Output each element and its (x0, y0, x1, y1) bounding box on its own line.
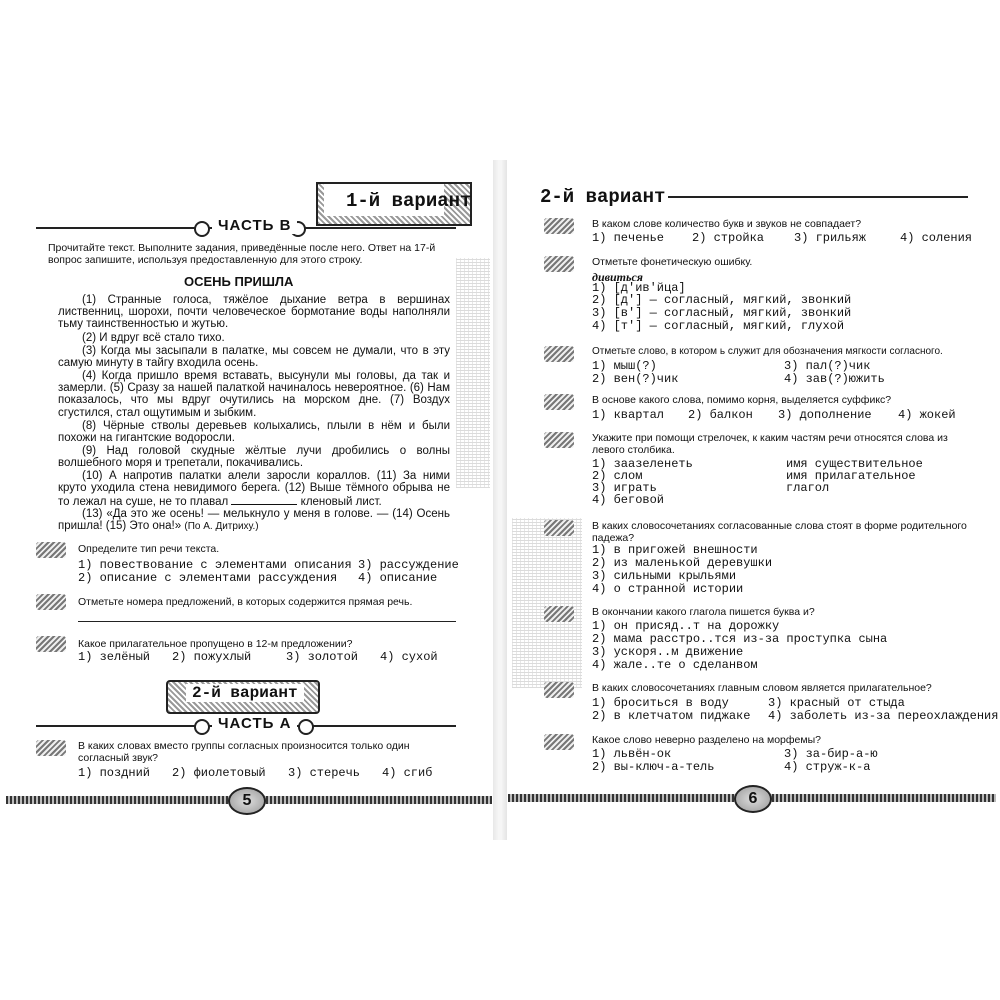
q7-option-3[interactable]: 3) сильными крыльями (592, 569, 737, 583)
part-b-label: ЧАСТЬ В (212, 217, 297, 234)
variant-2-title: 2-й вариант (186, 684, 304, 702)
question-9-text: В каких словосочетаниях главным словом является прилагательное? (592, 682, 932, 694)
q10-option-2[interactable]: 2) вы-ключ-а-тель (592, 760, 715, 774)
question-icon (544, 256, 574, 272)
paragraph-8-text: (13) «Да это же осень! — мелькнуло у меня в голове. — (14) Осень пришла! (15) Это она!» (58, 508, 450, 533)
q9-option-4[interactable]: 4) заболеть из-за переохлаждения (768, 709, 999, 723)
page-number: 5 (228, 787, 266, 815)
paragraph-4: (4) Когда пришло время вставать, высунули мы головы, да так и замерли. (5) Сразу за нашей палаткой начиналось невероятное. (6) Нам показалось, что мы вдруг очутились на морском дне. (7) Воздух сгустился, стал ощутимым и зыбким. (58, 370, 450, 419)
q6-right-1: имя существительное (786, 457, 923, 471)
ornament-icon (298, 719, 314, 735)
ornament-icon (194, 221, 210, 237)
part-a-bar (36, 714, 456, 736)
q3-option-3[interactable]: 3) [в'] — согласный, мягкий, звонкий (592, 306, 852, 320)
question-16-text: Отметьте номера предложений, в которых содержится прямая речь. (78, 596, 413, 608)
author-credit: (По А. Дитриху.) (184, 521, 259, 533)
q7-option-4[interactable]: 4) о странной истории (592, 582, 744, 596)
q4-option-2[interactable]: 2) вен(?)чик (592, 372, 679, 386)
q7-option-2[interactable]: 2) из маленькой деревушки (592, 556, 773, 570)
q9-option-1[interactable]: 1) броситься в воду (592, 696, 729, 710)
q17-option-1[interactable]: 1) зелёный (78, 650, 151, 664)
paragraph-8 (58, 508, 450, 533)
q15-option-4[interactable]: 4) описание (358, 571, 438, 585)
q4-option-1[interactable]: 1) мыш(?) (592, 359, 657, 373)
question-icon (544, 346, 574, 362)
paragraph-5: (8) Чёрные стволы деревьев колыхались, плыли в нём и были похожи на гигантские водоросли. (58, 420, 450, 445)
question-15-text: Определите тип речи текста. (78, 543, 220, 555)
q6-left-2: 2) слом (592, 469, 643, 483)
q2-option-3[interactable]: 3) грильяж (794, 231, 867, 245)
answer-line[interactable] (78, 620, 456, 622)
question-icon (544, 520, 574, 536)
q8-option-1[interactable]: 1) он присяд..т на дорожку (592, 619, 780, 633)
q1-option-4[interactable]: 4) сгиб (382, 766, 433, 780)
question-10-text: Какое слово неверно разделено на морфемы? (592, 734, 821, 746)
q6-left-1: 1) заазеленеть (592, 457, 693, 471)
header-rule (668, 196, 968, 198)
q6-right-3: глагол (786, 481, 830, 495)
q6-right-2: имя прилагательное (786, 469, 916, 483)
paragraph-3: (3) Когда мы засыпали в палатке, мы совсем не думали, что в эту самую минуту в тайгу входила осень. (58, 345, 450, 370)
question-17-text: Какое прилагательное пропущено в 12-м предложении? (78, 638, 353, 650)
part-a-label: ЧАСТЬ А (212, 715, 297, 732)
q6-left-3: 3) играть (592, 481, 657, 495)
question-2-text: В каком слове количество букв и звуков не совпадает? (592, 218, 862, 230)
q5-option-1[interactable]: 1) квартал (592, 408, 665, 422)
book-gutter (493, 160, 507, 840)
question-icon (36, 740, 66, 756)
q5-option-4[interactable]: 4) жокей (898, 408, 956, 422)
question-1-text: В каких словах вместо группы согласных произносится только один согласный звук? (78, 740, 410, 764)
q2-option-2[interactable]: 2) стройка (692, 231, 765, 245)
q6-left-4: 4) беговой (592, 493, 665, 507)
q15-option-2[interactable]: 2) описание с элементами рассуждения (78, 571, 338, 585)
q10-option-1[interactable]: 1) львён-ок (592, 747, 672, 761)
paragraph-7 (58, 470, 450, 509)
paragraph-6: (9) Над головой скудные жёлтые лучи дробились о волны волшебного моря и трепетали, покачивались. (58, 445, 450, 470)
paragraph-7-tail: кленовый лист. (300, 496, 382, 509)
q3-option-2[interactable]: 2) [д'] — согласный, мягкий, звонкий (592, 293, 852, 307)
q1-option-3[interactable]: 3) стеречь (288, 766, 361, 780)
q8-option-2[interactable]: 2) мама расстро..тся из-за проступка сына (592, 632, 888, 646)
q5-option-3[interactable]: 3) дополнение (778, 408, 872, 422)
right-page (508, 168, 999, 828)
page-number: 6 (734, 785, 772, 813)
q9-option-2[interactable]: 2) в клетчатом пиджаке (592, 709, 751, 723)
question-icon (544, 394, 574, 410)
q17-option-3[interactable]: 3) золотой (286, 650, 359, 664)
question-icon (544, 606, 574, 622)
q10-option-3[interactable]: 3) за-бир-а-ю (784, 747, 878, 761)
answer-blank[interactable] (231, 494, 297, 505)
question-3-text: Отметьте фонетическую ошибку. (592, 256, 753, 268)
question-4-text: Отметьте слово, в котором ь служит для обозначения мягкости согласного. (592, 346, 943, 357)
story-title: ОСЕНЬ ПРИШЛА (184, 274, 294, 289)
q8-option-3[interactable]: 3) ускоря..м движение (592, 645, 744, 659)
q1-option-2[interactable]: 2) фиолетовый (172, 766, 266, 780)
question-icon (36, 542, 66, 558)
question-icon (544, 432, 574, 448)
q3-word: дивиться (592, 270, 643, 284)
q3-option-1[interactable]: 1) [д'ив'йца] (592, 281, 686, 295)
q2-option-4[interactable]: 4) соления (900, 231, 973, 245)
q2-option-1[interactable]: 1) печенье (592, 231, 665, 245)
q4-option-4[interactable]: 4) зав(?)южить (784, 372, 885, 386)
instruction-text: Прочитайте текст. Выполните задания, приведённые после него. Ответ на 17-й вопрос запишите, используя предоставленную для этого строку. (48, 242, 436, 266)
variant-title: 2-й вариант (540, 186, 666, 208)
scan-noise (456, 258, 490, 488)
q10-option-4[interactable]: 4) струж-к-а (784, 760, 871, 774)
question-7-text: В каких словосочетаниях согласованные слова стоят в форме родительного падежа? (592, 520, 967, 544)
scan-noise (512, 518, 582, 688)
q4-option-3[interactable]: 3) пал(?)чик (784, 359, 871, 373)
paragraph-1: (1) Странные голоса, тяжёлое дыхание ветра в вершинах лиственниц, шорохи, почти человеческое бормотание воды наполняли тьму таинственностью и жутью. (58, 294, 450, 331)
q9-option-3[interactable]: 3) красный от стыда (768, 696, 905, 710)
variant-title: 1-й вариант (346, 190, 472, 212)
question-5-text: В основе какого слова, помимо корня, выделяется суффикс? (592, 394, 892, 406)
q7-option-1[interactable]: 1) в пригожей внешности (592, 543, 758, 557)
question-icon (544, 682, 574, 698)
q1-option-1[interactable]: 1) поздний (78, 766, 151, 780)
question-icon (36, 636, 66, 652)
q15-option-3[interactable]: 3) рассуждение (358, 558, 459, 572)
question-8-text: В окончании какого глагола пишется буква и? (592, 606, 815, 618)
q3-option-4[interactable]: 4) [т'] — согласный, мягкий, глухой (592, 319, 845, 333)
ornament-icon (194, 719, 210, 735)
paragraph-7-text: (10) А напротив палатки алели заросли кораллов. (11) За ними круто уходила стена невидимого берега. (12) Выше тёмного обрыва не то лежал на суше, не то плавал (58, 470, 450, 509)
question-icon (544, 734, 574, 750)
part-b-bar (36, 216, 456, 238)
question-icon (36, 594, 66, 610)
q17-option-4[interactable]: 4) сухой (380, 650, 438, 664)
q8-option-4[interactable]: 4) жале..те о сделанвом (592, 658, 758, 672)
q5-option-2[interactable]: 2) балкон (688, 408, 753, 422)
question-6-text: Укажите при помощи стрелочек, к каким частям речи относятся слова из левого столбика. (592, 432, 948, 456)
paragraph-2: (2) И вдруг всё стало тихо. (82, 332, 225, 344)
q17-option-2[interactable]: 2) пожухлый (172, 650, 252, 664)
question-icon (544, 218, 574, 234)
q15-option-1[interactable]: 1) повествование с элементами описания (78, 558, 352, 572)
left-page (6, 168, 492, 828)
